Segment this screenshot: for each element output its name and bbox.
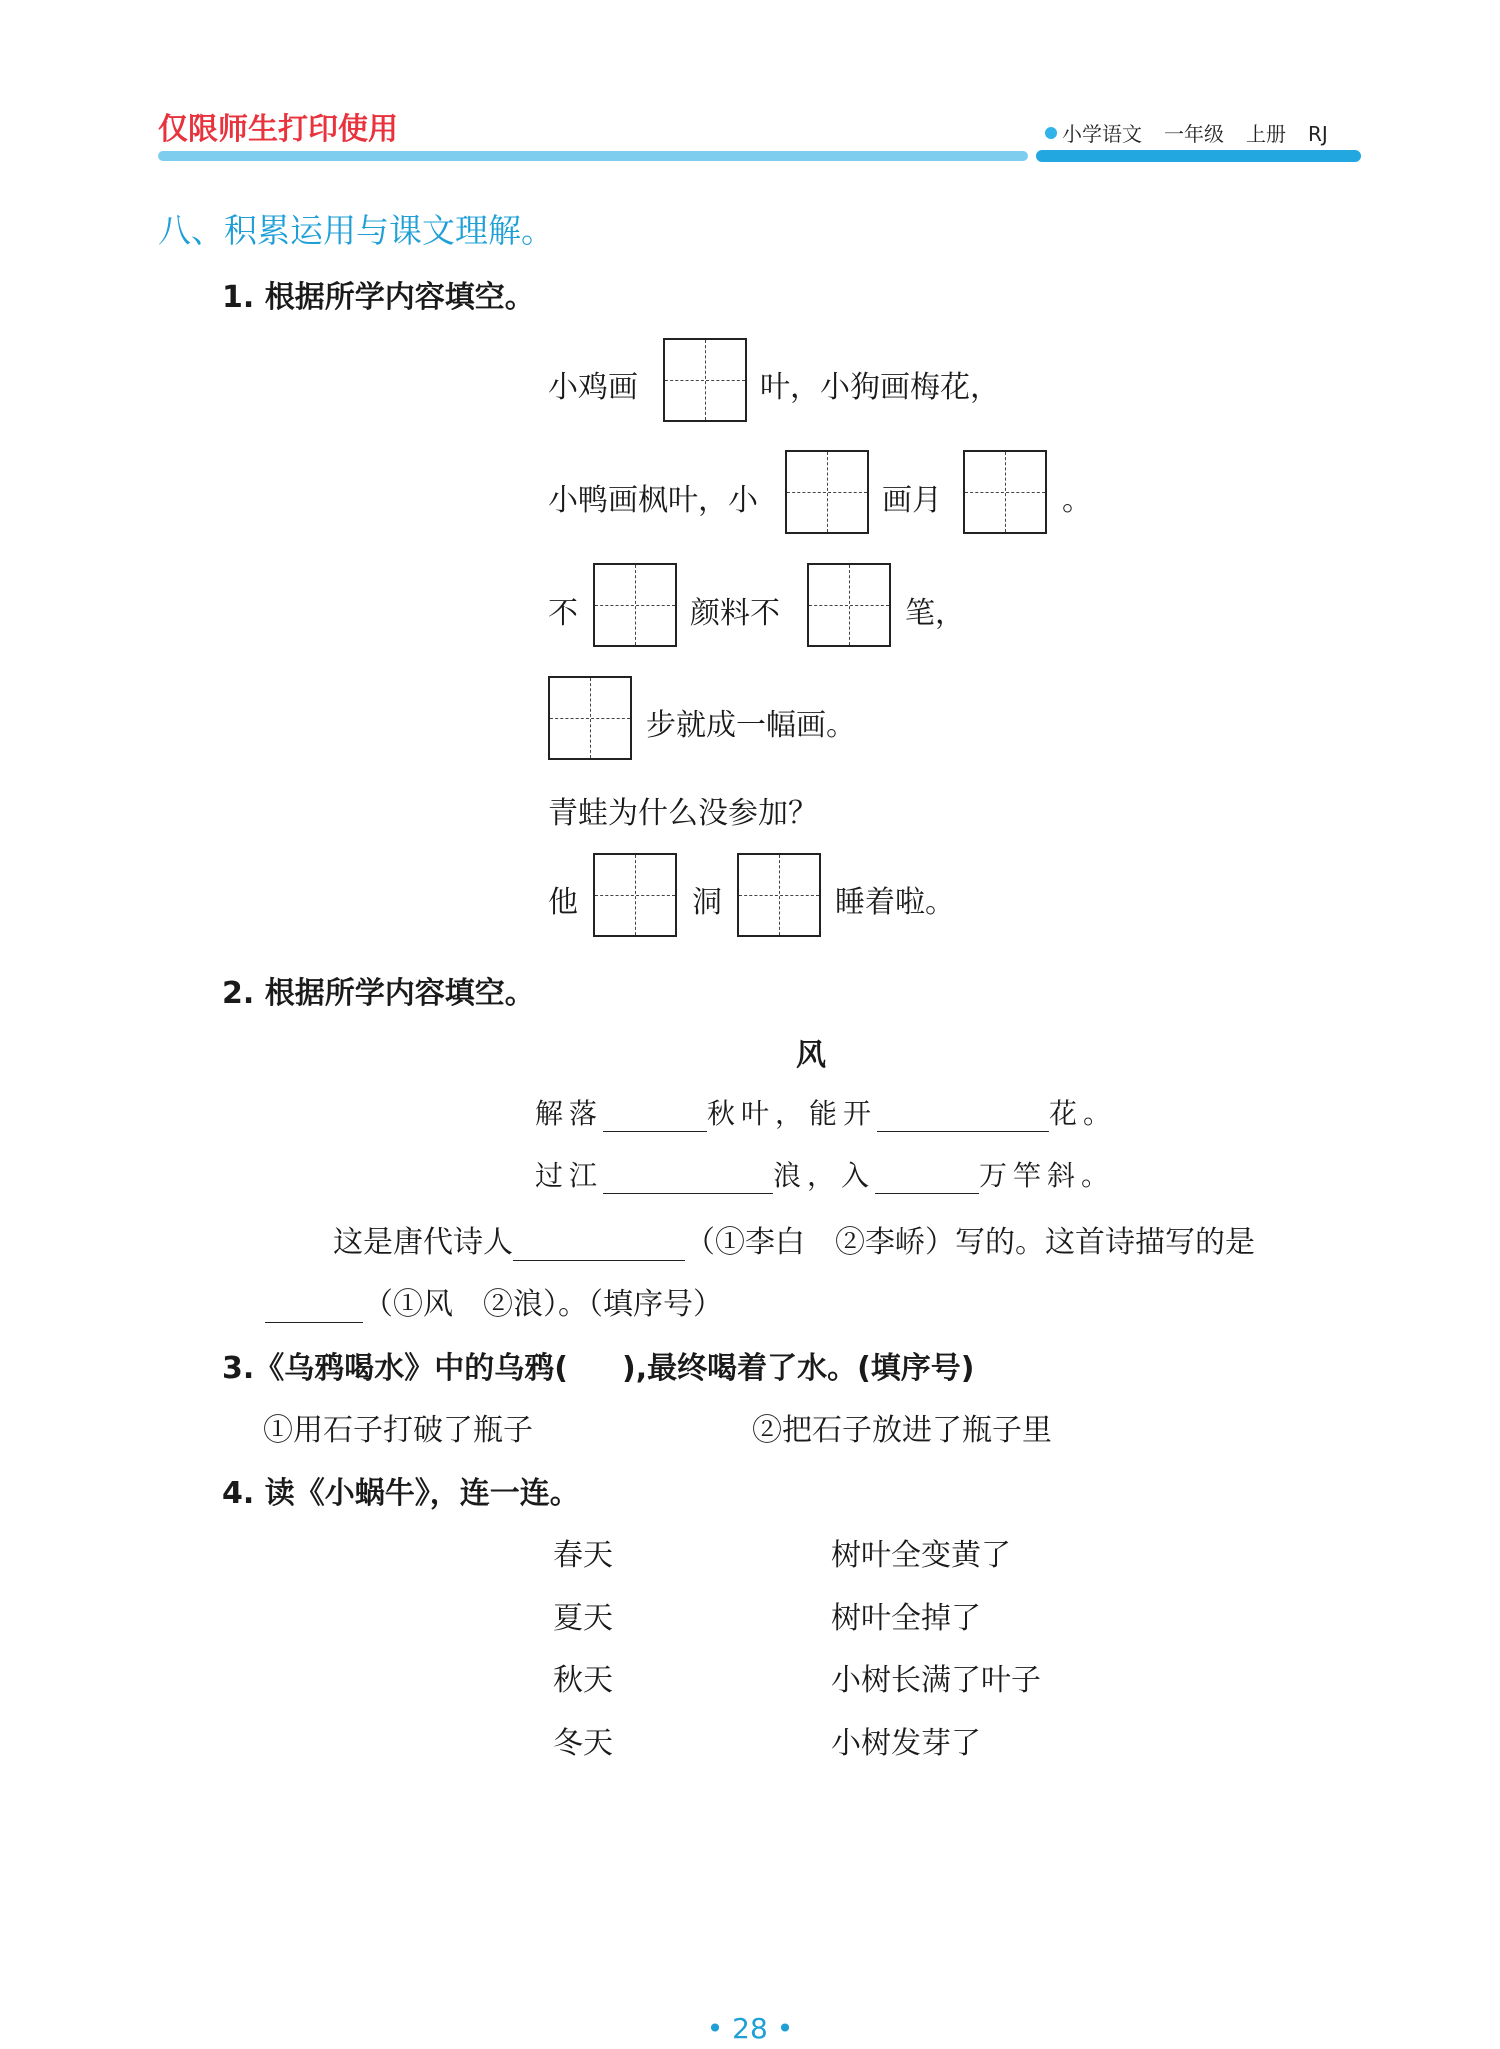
question-4-title: 4. 读《小蜗牛》，连一连。 xyxy=(222,1476,580,1511)
q1-line1-text-b: 叶，小狗画梅花， xyxy=(760,370,1000,405)
question-3-title xyxy=(222,1343,975,1387)
scene-leaves-fallen[interactable]: 树叶全掉了 xyxy=(831,1601,981,1636)
scene-tree-sprouting[interactable]: 小树发芽了 xyxy=(831,1726,981,1761)
edition-label: RJ xyxy=(1308,122,1328,146)
season-summer[interactable]: 夏天 xyxy=(553,1601,613,1636)
blank[interactable] xyxy=(265,1292,363,1323)
tian-box[interactable] xyxy=(785,450,869,534)
q1-line3-text-c: 笔， xyxy=(905,596,965,631)
season-spring[interactable]: 春天 xyxy=(553,1538,613,1573)
tian-box[interactable] xyxy=(963,450,1047,534)
tian-box[interactable] xyxy=(807,563,891,647)
blank[interactable] xyxy=(513,1230,685,1261)
question-1-title: 1. 根据所学内容填空。 xyxy=(222,280,535,315)
scene-tree-full-leaves[interactable]: 小树长满了叶子 xyxy=(831,1663,1041,1698)
q1-line4-text: 步就成一幅画。 xyxy=(646,708,856,743)
season-autumn[interactable]: 秋天 xyxy=(553,1663,613,1698)
q1-line5-text: 青蛙为什么没参加？ xyxy=(548,796,818,831)
q1-line6-text-b: 洞 xyxy=(692,885,722,920)
question-2-title: 2. 根据所学内容填空。 xyxy=(222,976,535,1011)
header-divider-accent xyxy=(1036,150,1361,162)
q3-option-1: ①用石子打破了瓶子 xyxy=(263,1413,533,1448)
q1-line3-text-b: 颜料不 xyxy=(690,596,780,631)
tian-box[interactable] xyxy=(593,563,677,647)
q3-title-a: 3.《乌鸦喝水》中的乌鸦( xyxy=(222,1351,568,1386)
q2-sentence-1-a: 这是唐代诗人 xyxy=(333,1225,513,1260)
poem-line-1-a: 解落 xyxy=(535,1097,604,1130)
tian-box[interactable] xyxy=(737,853,821,937)
header-divider xyxy=(158,151,1028,161)
poem-line-2-a: 过江 xyxy=(535,1159,604,1192)
poem-line-1-c: 花。 xyxy=(1049,1097,1118,1130)
q1-line2-text-b: 画月 xyxy=(882,483,942,518)
blank[interactable] xyxy=(877,1101,1049,1132)
poem-title: 风 xyxy=(796,1038,826,1073)
q2-sentence-2-b: （①风 ②浪）。（填序号） xyxy=(363,1287,723,1322)
q1-line2-text-a: 小鸭画枫叶，小 xyxy=(548,483,758,518)
q2-sentence-2 xyxy=(265,1279,723,1323)
q1-line1-text-a: 小鸡画 xyxy=(548,370,638,405)
section-title: 八、积累运用与课文理解。 xyxy=(158,211,554,250)
page-number: • 28 • xyxy=(706,2012,794,2045)
season-winter[interactable]: 冬天 xyxy=(553,1726,613,1761)
subject-label: 小学语文 xyxy=(1062,122,1142,146)
volume-label: 上册 xyxy=(1246,122,1286,146)
blank[interactable] xyxy=(603,1163,773,1194)
poem-line-1-b: 秋叶，能开 xyxy=(707,1097,878,1130)
q3-option-2: ②把石子放进了瓶子里 xyxy=(752,1413,1052,1448)
scene-leaves-yellow[interactable]: 树叶全变黄了 xyxy=(831,1538,1011,1573)
tian-box[interactable] xyxy=(593,853,677,937)
print-notice: 仅限师生打印使用 xyxy=(158,112,398,147)
q1-line6-text-a: 他 xyxy=(548,885,578,920)
poem-line-2 xyxy=(535,1154,1115,1194)
poem-line-2-c: 万竿斜。 xyxy=(979,1159,1116,1192)
q1-line6-text-c: 睡着啦。 xyxy=(835,885,955,920)
poem-line-1 xyxy=(535,1092,1117,1132)
tian-box[interactable] xyxy=(663,338,747,422)
q1-line3-text-a: 不 xyxy=(548,596,578,631)
q2-sentence-1-b: （①李白 ②李峤）写的。这首诗描写的是 xyxy=(685,1225,1255,1260)
q1-line2-text-c: 。 xyxy=(1062,483,1092,518)
blank[interactable] xyxy=(603,1101,707,1132)
q3-title-b: ),最终喝着了水。(填序号) xyxy=(621,1351,975,1386)
book-info xyxy=(1044,118,1328,147)
blank[interactable] xyxy=(875,1163,979,1194)
poem-line-2-b: 浪，入 xyxy=(773,1159,876,1192)
grade-label: 一年级 xyxy=(1164,122,1224,146)
q2-sentence-1 xyxy=(333,1217,1255,1261)
tian-box[interactable] xyxy=(548,676,632,760)
